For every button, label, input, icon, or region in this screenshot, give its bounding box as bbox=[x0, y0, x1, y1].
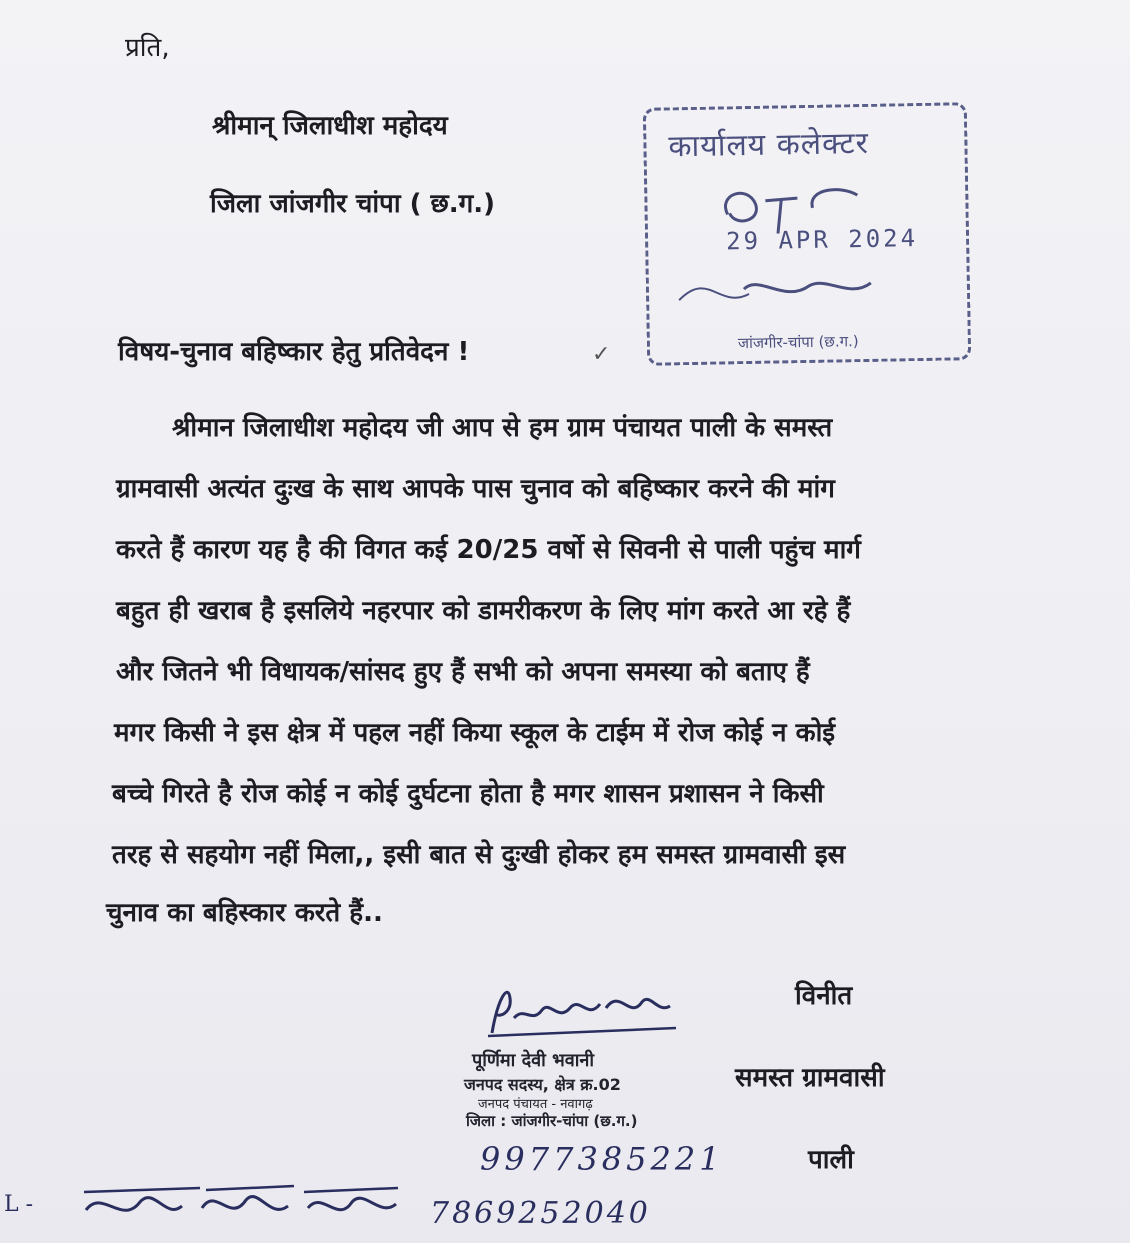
stamp-date: 29 APR 2024 bbox=[725, 224, 919, 256]
stamp-office: कार्यालय कलेक्टर bbox=[668, 125, 870, 165]
receipt-stamp bbox=[643, 102, 971, 366]
subject-line: विषय-चुनाव बहिष्कार हेतु प्रतिवेदन ! bbox=[118, 337, 470, 367]
signatory-panchayat: जनपद पंचायत - नवागढ़ bbox=[478, 1097, 593, 1112]
handwritten-name-scribble bbox=[82, 1180, 402, 1236]
body-line: ग्रामवासी अत्यंत दुःख के साथ आपके पास चुनाव को बहिष्कार करने की मांग bbox=[116, 474, 835, 504]
check-mark-icon: ✓ bbox=[592, 342, 611, 367]
body-line: चुनाव का बहिस्कार करते हैं.. bbox=[106, 898, 383, 928]
body-line: श्रीमान जिलाधीश महोदय जी आप से हम ग्राम पंचायत पाली के समस्त bbox=[172, 413, 833, 443]
body-line: बहुत ही खराब है इसलिये नहरपार को डामरीकरण के लिए मांग करते आ रहे हैं bbox=[116, 596, 851, 626]
body-line: करते हैं कारण यह है की विगत कई 20/25 वर्षो से सिवनी से पाली पहुंच मार्ग bbox=[116, 535, 861, 565]
footer-phone: 7869252040 bbox=[430, 1196, 651, 1231]
signatory-district: जिला : जांजगीर-चांपा (छ.ग.) bbox=[466, 1112, 638, 1130]
body-line: तरह से सहयोग नहीं मिला,, इसी बात से दुःखी होकर हम समस्त ग्रामवासी इस bbox=[112, 840, 846, 870]
body-line: बच्चे गिरते है रोज कोई न कोई दुर्घटना होता है मगर शासन प्रशासन ने किसी bbox=[112, 779, 824, 809]
handwritten-signature bbox=[480, 978, 680, 1048]
closing-villagers: समस्त ग्रामवासी bbox=[735, 1063, 885, 1093]
recipient-district: जिला जांजगीर चांपा ( छ.ग.) bbox=[210, 189, 496, 219]
stamp-place: जांजगीर-चांपा (छ.ग.) bbox=[737, 332, 859, 353]
closing-village-name: पाली bbox=[808, 1145, 854, 1175]
closing-vinit: विनीत bbox=[795, 981, 853, 1011]
body-line: मगर किसी ने इस क्षेत्र में पहल नहीं किया स्कूल के टाईम में रोज कोई न कोई bbox=[114, 718, 836, 748]
signatory-designation: जनपद सदस्य, क्षेत्र क्र.02 bbox=[464, 1075, 621, 1094]
signatory-phone-handwritten: 9977385221 bbox=[480, 1140, 724, 1178]
signatory-name: पूर्णिमा देवी भवानी bbox=[472, 1050, 595, 1071]
footer-prefix: L - bbox=[4, 1192, 34, 1217]
recipient-title: श्रीमान् जिलाधीश महोदय bbox=[212, 111, 448, 141]
body-line: और जितने भी विधायक/सांसद हुए हैं सभी को अपना समस्या को बताए हैं bbox=[116, 657, 810, 687]
salutation-to: प्रति, bbox=[125, 33, 170, 63]
